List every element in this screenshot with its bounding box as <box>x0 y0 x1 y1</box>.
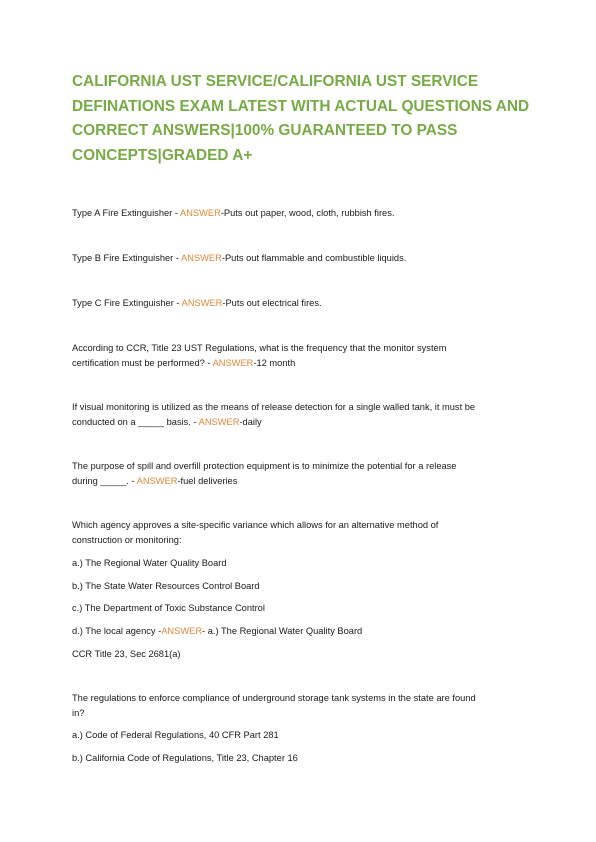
qa-item-type-a <box>72 206 532 221</box>
answer-text: -fuel deliveries <box>177 476 238 486</box>
question-text: certification must be performed? - <box>72 358 213 368</box>
qa-line <box>72 356 532 371</box>
option-text: a.) Code of Federal Regulations, 40 CFR Part 281 <box>72 730 279 740</box>
question-text: during _____. - <box>72 476 137 486</box>
option-item <box>72 624 532 639</box>
qa-item-monitor-certification <box>72 341 532 371</box>
qa-item-spill-overfill <box>72 459 532 489</box>
option-item <box>72 579 532 594</box>
question-line: in? <box>72 708 85 718</box>
question-line: The purpose of spill and overfill protection equipment is to minimize the potential for a release <box>72 461 457 471</box>
option-item <box>72 556 532 571</box>
option-text: d.) The local agency - <box>72 626 162 636</box>
qa-line <box>72 415 532 430</box>
answer-text: - a.) The Regional Water Quality Board <box>202 626 363 636</box>
qa-item-regulations-question <box>72 691 532 721</box>
qa-item-type-c <box>72 296 532 311</box>
question-text: Type A Fire Extinguisher - <box>72 208 180 218</box>
document-title <box>72 70 532 168</box>
title-line: DEFINATIONS EXAM LATEST WITH ACTUAL QUESTIONS AND <box>72 97 530 115</box>
answer-label: ANSWER <box>181 253 222 263</box>
question-text: conducted on a _____ basis. - <box>72 417 199 427</box>
title-line: CALIFORNIA UST SERVICE/CALIFORNIA UST SERVICE <box>72 73 479 90</box>
answer-label: ANSWER <box>212 358 254 368</box>
option-text: c.) The Department of Toxic Substance Control <box>72 603 265 613</box>
option-text: b.) California Code of Regulations, Title 23, Chapter 16 <box>72 753 298 763</box>
question-line: Which agency approves a site-specific variance which allows for an alternative method of <box>72 520 439 530</box>
qa-line <box>72 251 532 266</box>
option-item <box>72 751 532 766</box>
reference-text: CCR Title 23, Sec 2681(a) <box>72 649 181 659</box>
question-line: According to CCR, Title 23 UST Regulations, what is the frequency that the monitor system <box>72 343 447 353</box>
answer-label: ANSWER <box>161 626 203 636</box>
option-text: b.) The State Water Resources Control Board <box>72 581 260 591</box>
question-text: Type C Fire Extinguisher - <box>72 298 182 308</box>
question-line: If visual monitoring is utilized as the means of release detection for a single walled tank, it must be <box>72 402 476 412</box>
answer-text: -Puts out paper, wood, cloth, rubbish fires. <box>220 208 395 218</box>
reference-line <box>72 647 532 662</box>
qa-line <box>72 296 532 311</box>
answer-text: -Puts out electrical fires. <box>222 298 322 308</box>
answer-text: -12 month <box>253 358 296 368</box>
question-line: construction or monitoring: <box>72 535 182 545</box>
option-item <box>72 601 532 616</box>
answer-label: ANSWER <box>180 208 221 218</box>
option-item <box>72 728 532 743</box>
question-line: The regulations to enforce compliance of underground storage tank systems in the state are found <box>72 693 476 703</box>
answer-label: ANSWER <box>198 417 240 427</box>
option-text: a.) The Regional Water Quality Board <box>72 558 227 568</box>
qa-line <box>72 624 532 639</box>
answer-label: ANSWER <box>136 476 178 486</box>
answer-label: ANSWER <box>181 298 223 308</box>
qa-line <box>72 206 532 221</box>
qa-item-visual-monitoring <box>72 400 532 430</box>
question-text: Type B Fire Extinguisher - <box>72 253 182 263</box>
title-line: CORRECT ANSWERS|100% GUARANTEED TO PASS <box>72 122 458 140</box>
answer-text: -Puts out flammable and combustible liquids. <box>221 253 407 263</box>
qa-item-variance-question <box>72 518 532 548</box>
answer-text: -daily <box>239 417 262 427</box>
title-line: CONCEPTS|GRADED A+ <box>72 146 253 164</box>
qa-item-type-b <box>72 251 532 266</box>
qa-line <box>72 474 532 489</box>
